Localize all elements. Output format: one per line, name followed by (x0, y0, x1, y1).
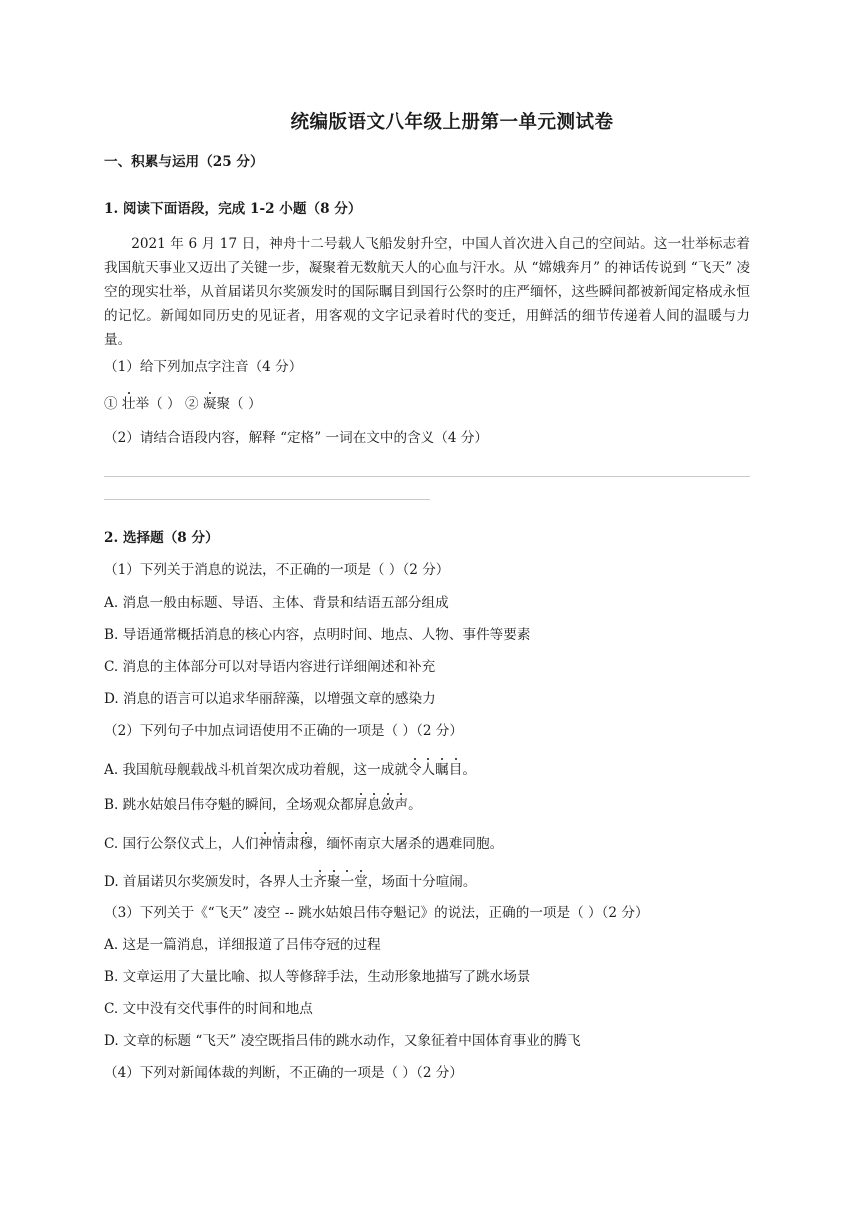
option-d-text: D. 首届诺贝尔奖颁发时，各界人士 (104, 874, 314, 890)
dotted-char: 穆 (299, 836, 313, 852)
dotted-char: 堂 (354, 874, 368, 890)
dotted-char: 敛 (380, 797, 395, 813)
question-1-heading: 1. 阅读下面语段，完成 1-2 小题（8 分） (104, 201, 362, 217)
choice-2-option-c (104, 834, 503, 854)
dotted-char: 屏 (353, 797, 368, 813)
answer-line-2[interactable] (104, 499, 430, 500)
choice-1-stem: （1）下列关于消息的说法，不正确的一项是（ ）（2 分） (104, 562, 450, 578)
dotted-char: 声 (394, 797, 409, 813)
dotted-char: 齐 (313, 874, 327, 890)
dotted-char: 目 (448, 762, 463, 778)
question-1-sub-2: （2）请结合语段内容，解释 “定格” 一词在文中的含义（4 分） (104, 430, 489, 446)
choice-1-option-a: A. 消息一般由标题、导语、主体、背景和结语五部分组成 (104, 595, 449, 611)
option-d-end: ，场面十分喧闹。 (367, 874, 477, 890)
choice-3-option-c: C. 文中没有交代事件的时间和地点 (104, 1001, 313, 1017)
blank-2-rest: 聚（ ） (216, 396, 262, 412)
option-c-end: ，缅怀南京大屠杀的遇难同胞。 (312, 836, 504, 852)
choice-3-stem: （3）下列关于《“飞天” 凌空 -- 跳水姑娘吕伟夺魁记》的说法，正确的一项是（ ）（2 分） (104, 905, 649, 921)
dotted-char: 肃 (285, 836, 300, 852)
choice-2-stem: （2）下列句子中加点词语使用不正确的一项是（ ）（2 分） (104, 723, 463, 739)
dotted-phrase-c (259, 836, 313, 852)
dotted-char: 神 (258, 836, 273, 852)
blank-1-mark: ① (104, 396, 118, 412)
question-2-heading: 2. 选择题（8 分） (104, 530, 219, 546)
option-a-text: A. 我国航母舰载战斗机首架次成功着舰，这一成就 (104, 762, 408, 778)
reading-passage: 2021 年 6 月 17 日，神舟十二号载人飞船发射升空，中国人首次进入自己的空间站。这一壮举标志着我国航天事业又迈出了关键一步，凝聚着无数航天人的心血与汗水。从 “嫦娥奔月” 的神话传说到 “飞天” 凌空的现实壮举，从首届诺贝尔奖颁发时的国际瞩目到国行公祭时的庄严缅怀，这些瞬间都被新闻定格成永恒的记忆。新闻如同历史的见证者，用客观的文字记录着时代的变迁，用鲜活的细节传递着人间的温暖与力量。 (104, 236, 750, 348)
blank-1-rest: 举（ ） (135, 396, 181, 412)
dotted-char: 情 (272, 836, 286, 852)
option-c-text: C. 国行公祭仪式上，人们 (104, 836, 259, 852)
choice-2-option-a (104, 760, 476, 780)
dotted-char: 瞩 (435, 762, 449, 778)
section-heading: 一、积累与运用（25 分） (104, 154, 264, 170)
dotted-char: 令 (407, 762, 422, 778)
answer-line-1[interactable] (104, 476, 750, 477)
dotted-char: 息 (367, 797, 381, 813)
dotted-phrase-d (313, 874, 367, 890)
dotted-char: 人 (421, 762, 436, 778)
choice-2-option-b (104, 795, 422, 815)
dotted-char-2: 凝 (202, 396, 217, 412)
dotted-phrase-a (408, 762, 462, 778)
option-b-end: 。 (408, 797, 422, 813)
choice-3-option-a: A. 这是一篇消息，详细报道了吕伟夺冠的过程 (104, 937, 381, 953)
option-b-text: B. 跳水姑娘吕伟夺魁的瞬间，全场观众都 (104, 797, 354, 813)
dotted-char: 一 (340, 874, 355, 890)
choice-2-option-d (104, 872, 477, 892)
dotted-char-1: 壮 (121, 396, 136, 412)
choice-3-option-d: D. 文章的标题 “飞天” 凌空既指吕伟的跳水动作，又象征着中国体育事业的腾飞 (104, 1033, 581, 1049)
page-title: 统编版语文八年级上册第一单元测试卷 (290, 112, 614, 133)
choice-1-option-d: D. 消息的语言可以追求华丽辞藻，以增强文章的感染力 (104, 691, 436, 707)
dotted-char: 聚 (326, 874, 341, 890)
question-1-sub-1: （1）给下列加点字注音（4 分） (104, 359, 303, 375)
choice-3-option-b: B. 文章运用了大量比喻、拟人等修辞手法，生动形象地描写了跳水场景 (104, 969, 531, 985)
choice-1-option-c: C. 消息的主体部分可以对导语内容进行详细阐述和补充 (104, 659, 436, 675)
pinyin-blanks (104, 394, 262, 414)
choice-1-option-b: B. 导语通常概括消息的核心内容，点明时间、地点、人物、事件等要素 (104, 627, 531, 643)
option-a-end: 。 (462, 762, 476, 778)
choice-4-stem: （4）下列对新闻体裁的判断，不正确的一项是（ ）（2 分） (104, 1065, 463, 1081)
dotted-phrase-b (354, 797, 408, 813)
blank-2-mark: ② (184, 396, 199, 412)
